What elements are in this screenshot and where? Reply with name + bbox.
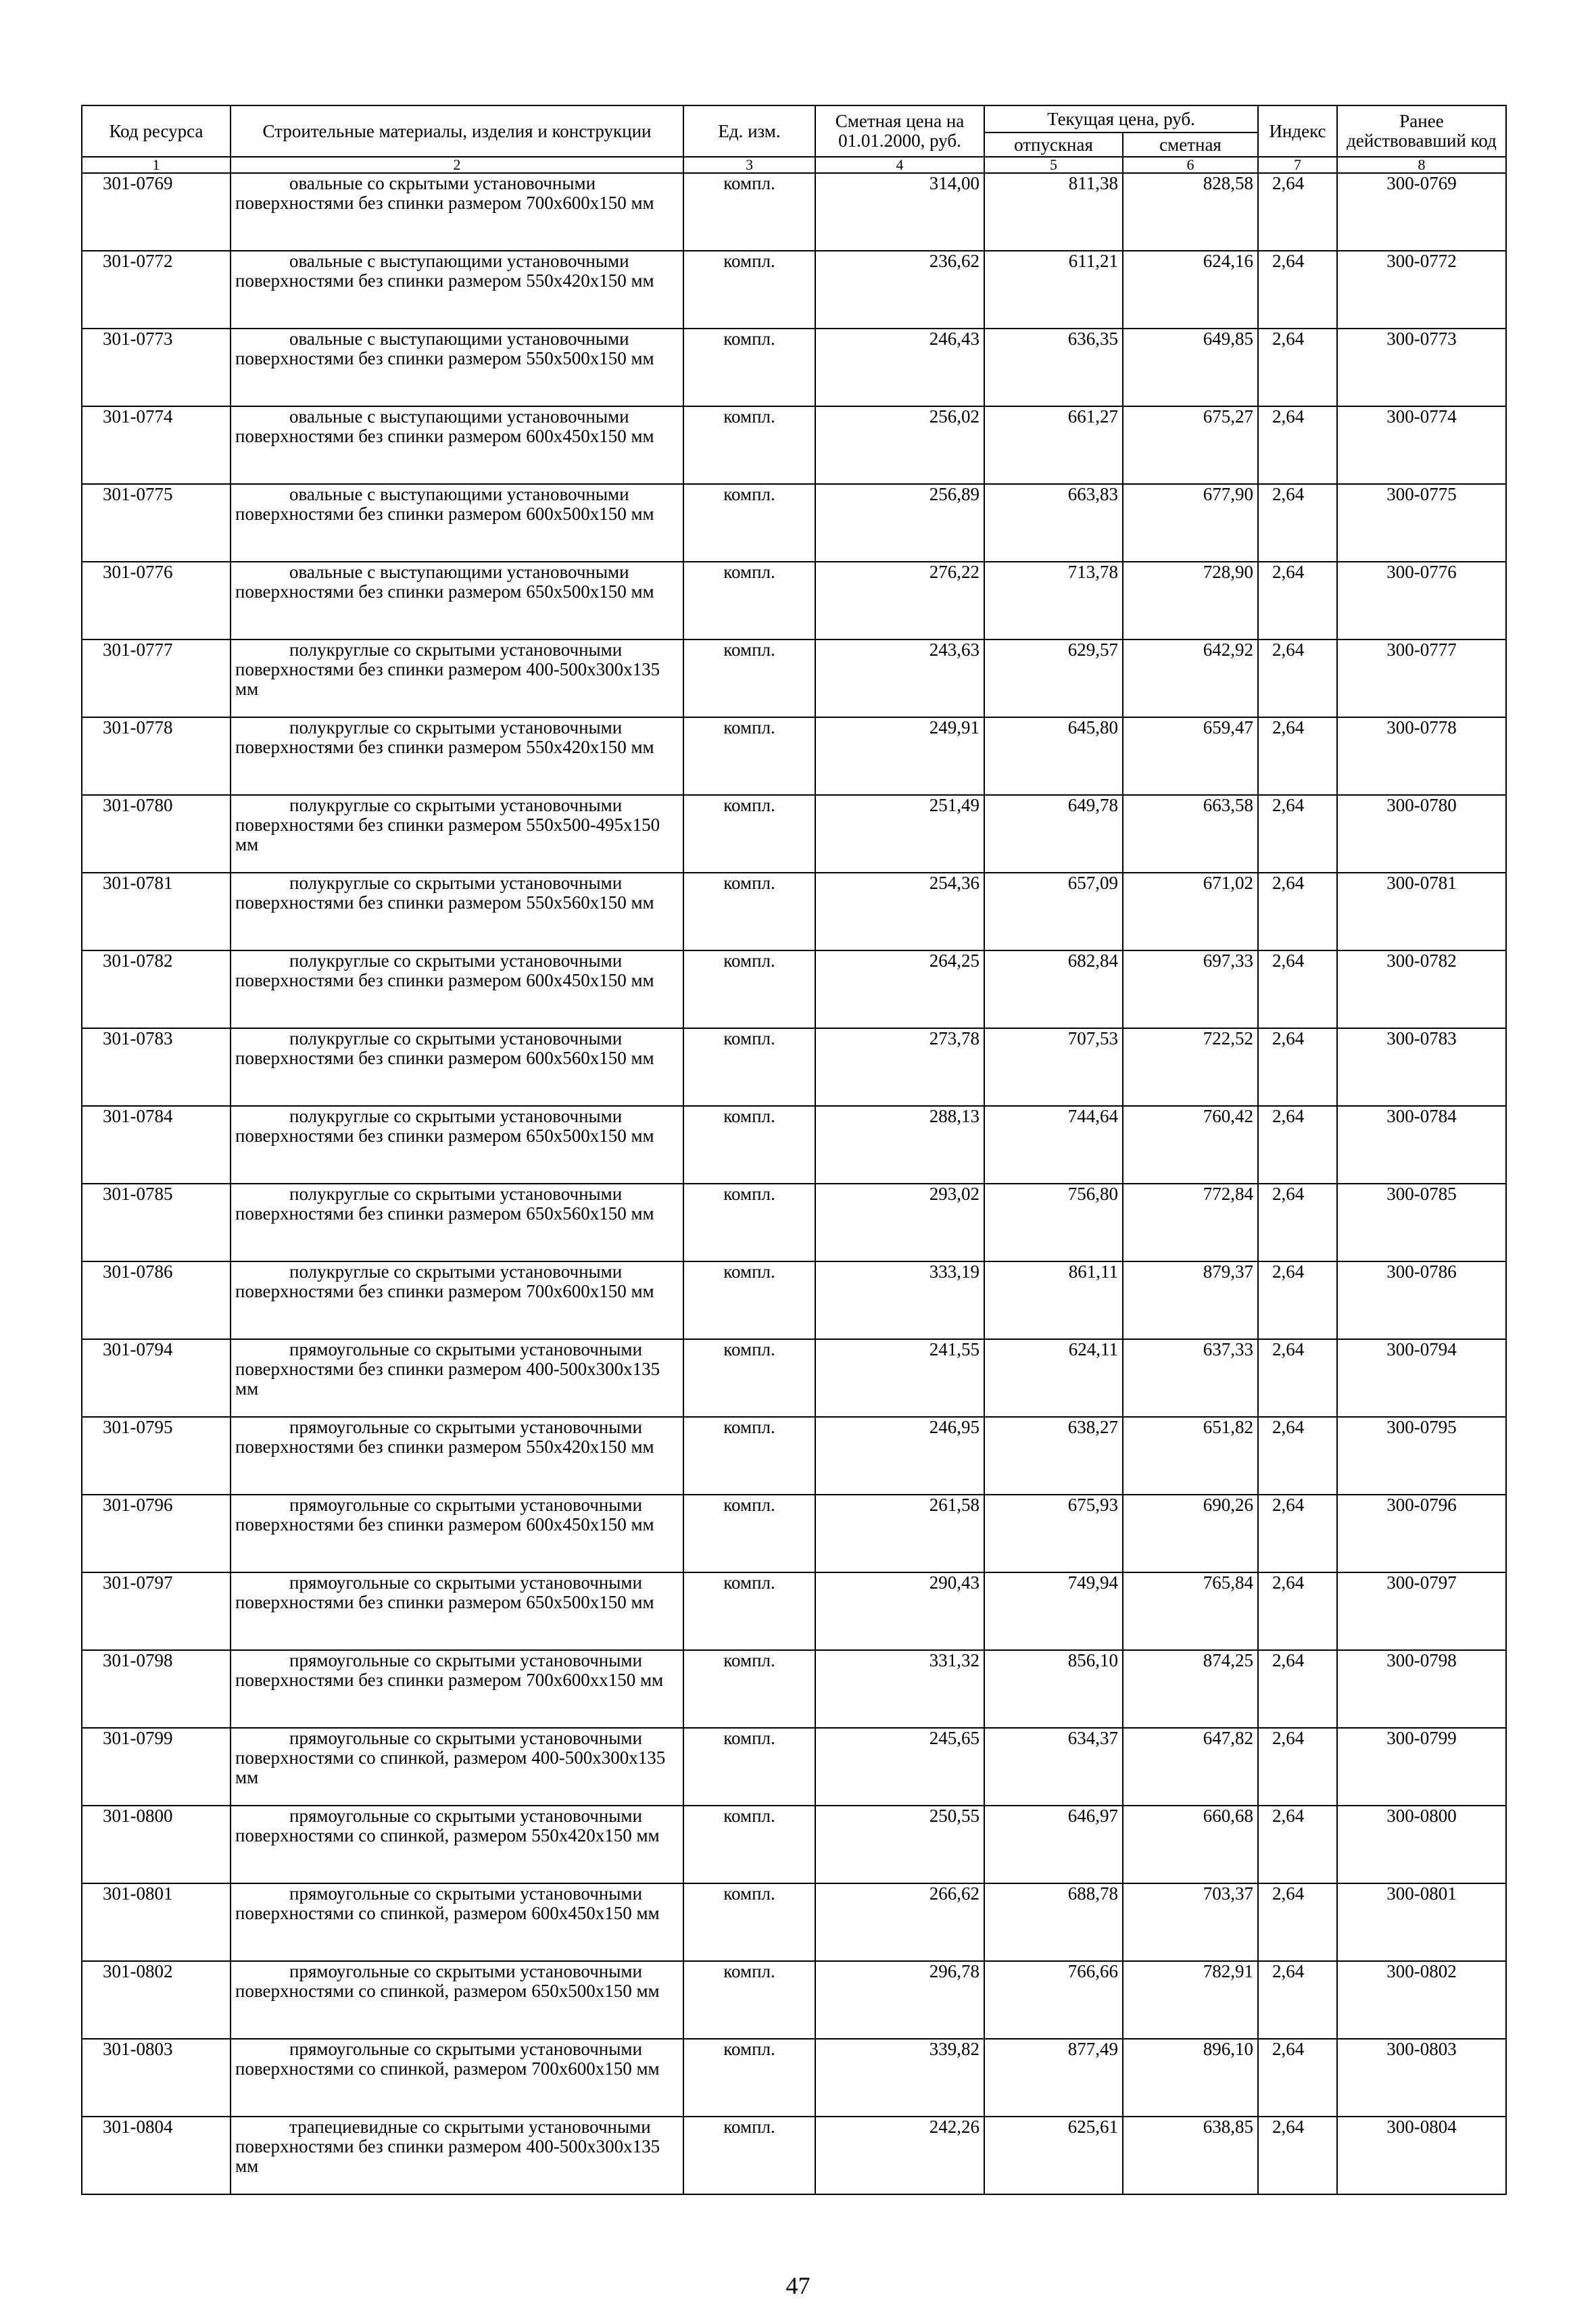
unit-cell: компл. bbox=[683, 1106, 815, 1184]
estimate-price-cell: 690,26 bbox=[1123, 1495, 1258, 1572]
release-price-cell: 756,80 bbox=[984, 1184, 1123, 1261]
release-price-cell: 657,09 bbox=[984, 873, 1123, 950]
table-row bbox=[82, 1961, 1506, 2039]
table-row bbox=[82, 1261, 1506, 1339]
previous-code-cell: 300-0781 bbox=[1337, 873, 1506, 950]
resource-code-cell: 301-0796 bbox=[82, 1495, 231, 1572]
table-row bbox=[82, 251, 1506, 329]
index-cell: 2,64 bbox=[1258, 950, 1337, 1028]
estimated-price-cell: 331,32 bbox=[815, 1650, 984, 1728]
table-header bbox=[82, 105, 1506, 173]
table-row bbox=[82, 795, 1506, 873]
release-price-cell: 611,21 bbox=[984, 251, 1123, 329]
unit-cell: компл. bbox=[683, 1417, 815, 1495]
estimated-price-cell: 249,91 bbox=[815, 717, 984, 795]
previous-code-cell: 300-0803 bbox=[1337, 2039, 1506, 2117]
estimated-price-cell: 245,65 bbox=[815, 1728, 984, 1806]
resource-code-cell: 301-0794 bbox=[82, 1339, 231, 1417]
table-row bbox=[82, 1339, 1506, 1417]
estimated-price-cell: 339,82 bbox=[815, 2039, 984, 2117]
previous-code-cell: 300-0796 bbox=[1337, 1495, 1506, 1572]
resource-code-cell: 301-0786 bbox=[82, 1261, 231, 1339]
unit-cell: компл. bbox=[683, 2039, 815, 2117]
unit-cell: компл. bbox=[683, 2117, 815, 2194]
estimate-price-cell: 879,37 bbox=[1123, 1261, 1258, 1339]
release-price-cell: 877,49 bbox=[984, 2039, 1123, 2117]
resource-code-cell: 301-0784 bbox=[82, 1106, 231, 1184]
resource-code-cell: 301-0780 bbox=[82, 795, 231, 873]
release-price-cell: 663,83 bbox=[984, 484, 1123, 562]
unit-cell: компл. bbox=[683, 1261, 815, 1339]
unit-cell: компл. bbox=[683, 562, 815, 640]
material-name-cell: полукруглые со скрытыми установочными поверхностями без спинки размером 650х560х150 мм bbox=[231, 1184, 683, 1261]
resource-code-cell: 301-0785 bbox=[82, 1184, 231, 1261]
index-cell: 2,64 bbox=[1258, 1572, 1337, 1650]
previous-code-cell: 300-0769 bbox=[1337, 173, 1506, 251]
index-cell: 2,64 bbox=[1258, 2039, 1337, 2117]
table-row bbox=[82, 484, 1506, 562]
release-price-cell: 688,78 bbox=[984, 1883, 1123, 1961]
estimated-price-cell: 242,26 bbox=[815, 2117, 984, 2194]
estimate-price-cell: 828,58 bbox=[1123, 173, 1258, 251]
price-table-sheet bbox=[81, 105, 1505, 2195]
column-number-row bbox=[82, 157, 1506, 173]
resource-code-cell: 301-0798 bbox=[82, 1650, 231, 1728]
material-name-cell: прямоугольные со скрытыми установочными поверхностями без спинки размером 600х450х150 мм bbox=[231, 1495, 683, 1572]
column-number: 2 bbox=[231, 157, 683, 173]
previous-code-cell: 300-0801 bbox=[1337, 1883, 1506, 1961]
unit-cell: компл. bbox=[683, 1650, 815, 1728]
header-unit: Ед. изм. bbox=[683, 105, 815, 157]
table-row bbox=[82, 1572, 1506, 1650]
header-estimate-price: сметная bbox=[1123, 132, 1258, 157]
material-name-cell: полукруглые со скрытыми установочными поверхностями без спинки размером 550х420х150 мм bbox=[231, 717, 683, 795]
release-price-cell: 661,27 bbox=[984, 406, 1123, 484]
table-row bbox=[82, 640, 1506, 717]
column-number: 4 bbox=[815, 157, 984, 173]
estimated-price-cell: 256,89 bbox=[815, 484, 984, 562]
release-price-cell: 811,38 bbox=[984, 173, 1123, 251]
table-row bbox=[82, 1028, 1506, 1106]
estimated-price-cell: 293,02 bbox=[815, 1184, 984, 1261]
unit-cell: компл. bbox=[683, 873, 815, 950]
estimate-price-cell: 782,91 bbox=[1123, 1961, 1258, 2039]
index-cell: 2,64 bbox=[1258, 795, 1337, 873]
estimate-price-cell: 703,37 bbox=[1123, 1883, 1258, 1961]
release-price-cell: 861,11 bbox=[984, 1261, 1123, 1339]
header-estimated-price: Сметная цена на 01.01.2000, руб. bbox=[815, 105, 984, 157]
table-row bbox=[82, 717, 1506, 795]
estimated-price-cell: 243,63 bbox=[815, 640, 984, 717]
estimate-price-cell: 765,84 bbox=[1123, 1572, 1258, 1650]
release-price-cell: 636,35 bbox=[984, 329, 1123, 406]
estimated-price-cell: 314,00 bbox=[815, 173, 984, 251]
estimate-price-cell: 677,90 bbox=[1123, 484, 1258, 562]
table-row bbox=[82, 562, 1506, 640]
index-cell: 2,64 bbox=[1258, 329, 1337, 406]
estimated-price-cell: 266,62 bbox=[815, 1883, 984, 1961]
estimate-price-cell: 722,52 bbox=[1123, 1028, 1258, 1106]
index-cell: 2,64 bbox=[1258, 1961, 1337, 2039]
column-number: 1 bbox=[82, 157, 231, 173]
estimate-price-cell: 697,33 bbox=[1123, 950, 1258, 1028]
estimated-price-cell: 254,36 bbox=[815, 873, 984, 950]
table-row bbox=[82, 2117, 1506, 2194]
previous-code-cell: 300-0775 bbox=[1337, 484, 1506, 562]
index-cell: 2,64 bbox=[1258, 1806, 1337, 1883]
page-number: 47 bbox=[785, 2272, 811, 2299]
estimated-price-cell: 264,25 bbox=[815, 950, 984, 1028]
material-name-cell: прямоугольные со скрытыми установочными поверхностями со спинкой, размером 600х450х150 мм bbox=[231, 1883, 683, 1961]
estimate-price-cell: 728,90 bbox=[1123, 562, 1258, 640]
index-cell: 2,64 bbox=[1258, 484, 1337, 562]
estimated-price-cell: 333,19 bbox=[815, 1261, 984, 1339]
header-release-price: отпускная bbox=[984, 132, 1123, 157]
resource-code-cell: 301-0772 bbox=[82, 251, 231, 329]
table-row bbox=[82, 329, 1506, 406]
table-body bbox=[82, 173, 1506, 2194]
index-cell: 2,64 bbox=[1258, 1417, 1337, 1495]
estimated-price-cell: 250,55 bbox=[815, 1806, 984, 1883]
material-name-cell: прямоугольные со скрытыми установочными поверхностями без спинки размером 550х420х150 мм bbox=[231, 1417, 683, 1495]
estimate-price-cell: 663,58 bbox=[1123, 795, 1258, 873]
previous-code-cell: 300-0782 bbox=[1337, 950, 1506, 1028]
unit-cell: компл. bbox=[683, 251, 815, 329]
previous-code-cell: 300-0802 bbox=[1337, 1961, 1506, 2039]
estimate-price-cell: 642,92 bbox=[1123, 640, 1258, 717]
material-name-cell: прямоугольные со скрытыми установочными поверхностями со спинкой, размером 700х600х150 мм bbox=[231, 2039, 683, 2117]
unit-cell: компл. bbox=[683, 1339, 815, 1417]
index-cell: 2,64 bbox=[1258, 873, 1337, 950]
index-cell: 2,64 bbox=[1258, 1184, 1337, 1261]
estimated-price-cell: 261,58 bbox=[815, 1495, 984, 1572]
previous-code-cell: 300-0804 bbox=[1337, 2117, 1506, 2194]
index-cell: 2,64 bbox=[1258, 1650, 1337, 1728]
release-price-cell: 624,11 bbox=[984, 1339, 1123, 1417]
material-name-cell: овальные с выступающими установочными поверхностями без спинки размером 650х500х150 мм bbox=[231, 562, 683, 640]
release-price-cell: 625,61 bbox=[984, 2117, 1123, 2194]
header-resource-code: Код ресурса bbox=[82, 105, 231, 157]
unit-cell: компл. bbox=[683, 484, 815, 562]
estimate-price-cell: 637,33 bbox=[1123, 1339, 1258, 1417]
estimated-price-cell: 256,02 bbox=[815, 406, 984, 484]
table-row bbox=[82, 1806, 1506, 1883]
previous-code-cell: 300-0776 bbox=[1337, 562, 1506, 640]
resource-code-cell: 301-0781 bbox=[82, 873, 231, 950]
material-name-cell: овальные со скрытыми установочными поверхностями без спинки размером 700х600х150 мм bbox=[231, 173, 683, 251]
table-row bbox=[82, 1728, 1506, 1806]
previous-code-cell: 300-0780 bbox=[1337, 795, 1506, 873]
index-cell: 2,64 bbox=[1258, 1883, 1337, 1961]
index-cell: 2,64 bbox=[1258, 1728, 1337, 1806]
release-price-cell: 649,78 bbox=[984, 795, 1123, 873]
table-row bbox=[82, 2039, 1506, 2117]
header-index: Индекс bbox=[1258, 105, 1337, 157]
price-table bbox=[81, 105, 1507, 2195]
estimated-price-cell: 276,22 bbox=[815, 562, 984, 640]
estimated-price-cell: 288,13 bbox=[815, 1106, 984, 1184]
table-row bbox=[82, 873, 1506, 950]
release-price-cell: 682,84 bbox=[984, 950, 1123, 1028]
material-name-cell: овальные с выступающими установочными поверхностями без спинки размером 550х500х150 мм bbox=[231, 329, 683, 406]
previous-code-cell: 300-0777 bbox=[1337, 640, 1506, 717]
estimate-price-cell: 660,68 bbox=[1123, 1806, 1258, 1883]
previous-code-cell: 300-0773 bbox=[1337, 329, 1506, 406]
estimate-price-cell: 647,82 bbox=[1123, 1728, 1258, 1806]
release-price-cell: 744,64 bbox=[984, 1106, 1123, 1184]
index-cell: 2,64 bbox=[1258, 640, 1337, 717]
index-cell: 2,64 bbox=[1258, 1495, 1337, 1572]
previous-code-cell: 300-0799 bbox=[1337, 1728, 1506, 1806]
material-name-cell: полукруглые со скрытыми установочными поверхностями без спинки размером 400-500х300х135 мм bbox=[231, 640, 683, 717]
table-row bbox=[82, 1883, 1506, 1961]
estimated-price-cell: 236,62 bbox=[815, 251, 984, 329]
index-cell: 2,64 bbox=[1258, 1028, 1337, 1106]
material-name-cell: полукруглые со скрытыми установочными поверхностями без спинки размером 600х450х150 мм bbox=[231, 950, 683, 1028]
estimate-price-cell: 671,02 bbox=[1123, 873, 1258, 950]
estimated-price-cell: 296,78 bbox=[815, 1961, 984, 2039]
resource-code-cell: 301-0775 bbox=[82, 484, 231, 562]
table-row bbox=[82, 1417, 1506, 1495]
release-price-cell: 856,10 bbox=[984, 1650, 1123, 1728]
material-name-cell: полукруглые со скрытыми установочными поверхностями без спинки размером 600х560х150 мм bbox=[231, 1028, 683, 1106]
unit-cell: компл. bbox=[683, 950, 815, 1028]
resource-code-cell: 301-0783 bbox=[82, 1028, 231, 1106]
unit-cell: компл. bbox=[683, 717, 815, 795]
material-name-cell: полукруглые со скрытыми установочными поверхностями без спинки размером 700х600х150 мм bbox=[231, 1261, 683, 1339]
material-name-cell: прямоугольные со скрытыми установочными поверхностями со спинкой, размером 650х500х150 мм bbox=[231, 1961, 683, 2039]
index-cell: 2,64 bbox=[1258, 1261, 1337, 1339]
resource-code-cell: 301-0776 bbox=[82, 562, 231, 640]
material-name-cell: полукруглые со скрытыми установочными поверхностями без спинки размером 550х500-495х150 мм bbox=[231, 795, 683, 873]
table-row bbox=[82, 173, 1506, 251]
estimated-price-cell: 246,43 bbox=[815, 329, 984, 406]
previous-code-cell: 300-0797 bbox=[1337, 1572, 1506, 1650]
estimate-price-cell: 651,82 bbox=[1123, 1417, 1258, 1495]
resource-code-cell: 301-0800 bbox=[82, 1806, 231, 1883]
unit-cell: компл. bbox=[683, 1961, 815, 2039]
estimated-price-cell: 241,55 bbox=[815, 1339, 984, 1417]
estimated-price-cell: 246,95 bbox=[815, 1417, 984, 1495]
header-current-price: Текущая цена, руб. bbox=[984, 105, 1258, 132]
index-cell: 2,64 bbox=[1258, 2117, 1337, 2194]
previous-code-cell: 300-0774 bbox=[1337, 406, 1506, 484]
table-row bbox=[82, 1106, 1506, 1184]
unit-cell: компл. bbox=[683, 329, 815, 406]
resource-code-cell: 301-0795 bbox=[82, 1417, 231, 1495]
estimate-price-cell: 638,85 bbox=[1123, 2117, 1258, 2194]
previous-code-cell: 300-0783 bbox=[1337, 1028, 1506, 1106]
resource-code-cell: 301-0777 bbox=[82, 640, 231, 717]
column-number: 6 bbox=[1123, 157, 1258, 173]
unit-cell: компл. bbox=[683, 406, 815, 484]
estimate-price-cell: 896,10 bbox=[1123, 2039, 1258, 2117]
resource-code-cell: 301-0797 bbox=[82, 1572, 231, 1650]
previous-code-cell: 300-0772 bbox=[1337, 251, 1506, 329]
column-number: 8 bbox=[1337, 157, 1506, 173]
column-number: 7 bbox=[1258, 157, 1337, 173]
previous-code-cell: 300-0800 bbox=[1337, 1806, 1506, 1883]
release-price-cell: 675,93 bbox=[984, 1495, 1123, 1572]
material-name-cell: прямоугольные со скрытыми установочными поверхностями без спинки размером 400-500х300х135 мм bbox=[231, 1339, 683, 1417]
index-cell: 2,64 bbox=[1258, 1339, 1337, 1417]
release-price-cell: 646,97 bbox=[984, 1806, 1123, 1883]
unit-cell: компл. bbox=[683, 1883, 815, 1961]
material-name-cell: прямоугольные со скрытыми установочными поверхностями со спинкой, размером 550х420х150 мм bbox=[231, 1806, 683, 1883]
material-name-cell: полукруглые со скрытыми установочными поверхностями без спинки размером 550х560х150 мм bbox=[231, 873, 683, 950]
estimated-price-cell: 290,43 bbox=[815, 1572, 984, 1650]
index-cell: 2,64 bbox=[1258, 562, 1337, 640]
release-price-cell: 629,57 bbox=[984, 640, 1123, 717]
estimate-price-cell: 649,85 bbox=[1123, 329, 1258, 406]
unit-cell: компл. bbox=[683, 1495, 815, 1572]
material-name-cell: овальные с выступающими установочными поверхностями без спинки размером 600х500х150 мм bbox=[231, 484, 683, 562]
release-price-cell: 713,78 bbox=[984, 562, 1123, 640]
unit-cell: компл. bbox=[683, 173, 815, 251]
material-name-cell: трапециевидные со скрытыми установочными поверхностями без спинки размером 400-500х300х135 мм bbox=[231, 2117, 683, 2194]
index-cell: 2,64 bbox=[1258, 173, 1337, 251]
table-row bbox=[82, 406, 1506, 484]
column-number: 3 bbox=[683, 157, 815, 173]
resource-code-cell: 301-0801 bbox=[82, 1883, 231, 1961]
resource-code-cell: 301-0778 bbox=[82, 717, 231, 795]
index-cell: 2,64 bbox=[1258, 1106, 1337, 1184]
previous-code-cell: 300-0795 bbox=[1337, 1417, 1506, 1495]
estimate-price-cell: 624,16 bbox=[1123, 251, 1258, 329]
release-price-cell: 638,27 bbox=[984, 1417, 1123, 1495]
index-cell: 2,64 bbox=[1258, 251, 1337, 329]
unit-cell: компл. bbox=[683, 640, 815, 717]
resource-code-cell: 301-0769 bbox=[82, 173, 231, 251]
column-number: 5 bbox=[984, 157, 1123, 173]
header-previous-code: Ранее действовавший код bbox=[1337, 105, 1506, 157]
index-cell: 2,64 bbox=[1258, 717, 1337, 795]
estimated-price-cell: 273,78 bbox=[815, 1028, 984, 1106]
table-row bbox=[82, 1495, 1506, 1572]
unit-cell: компл. bbox=[683, 1728, 815, 1806]
resource-code-cell: 301-0802 bbox=[82, 1961, 231, 2039]
index-cell: 2,64 bbox=[1258, 406, 1337, 484]
resource-code-cell: 301-0804 bbox=[82, 2117, 231, 2194]
previous-code-cell: 300-0784 bbox=[1337, 1106, 1506, 1184]
previous-code-cell: 300-0794 bbox=[1337, 1339, 1506, 1417]
unit-cell: компл. bbox=[683, 1572, 815, 1650]
release-price-cell: 645,80 bbox=[984, 717, 1123, 795]
material-name-cell: овальные с выступающими установочными поверхностями без спинки размером 600х450х150 мм bbox=[231, 406, 683, 484]
header-materials: Строительные материалы, изделия и конструкции bbox=[231, 105, 683, 157]
estimate-price-cell: 675,27 bbox=[1123, 406, 1258, 484]
resource-code-cell: 301-0773 bbox=[82, 329, 231, 406]
resource-code-cell: 301-0774 bbox=[82, 406, 231, 484]
estimate-price-cell: 874,25 bbox=[1123, 1650, 1258, 1728]
material-name-cell: овальные с выступающими установочными поверхностями без спинки размером 550х420х150 мм bbox=[231, 251, 683, 329]
estimated-price-cell: 251,49 bbox=[815, 795, 984, 873]
unit-cell: компл. bbox=[683, 1184, 815, 1261]
resource-code-cell: 301-0782 bbox=[82, 950, 231, 1028]
previous-code-cell: 300-0778 bbox=[1337, 717, 1506, 795]
unit-cell: компл. bbox=[683, 795, 815, 873]
table-row bbox=[82, 1650, 1506, 1728]
unit-cell: компл. bbox=[683, 1806, 815, 1883]
release-price-cell: 634,37 bbox=[984, 1728, 1123, 1806]
release-price-cell: 749,94 bbox=[984, 1572, 1123, 1650]
material-name-cell: прямоугольные со скрытыми установочными поверхностями без спинки размером 700х600хх150 мм bbox=[231, 1650, 683, 1728]
table-row bbox=[82, 950, 1506, 1028]
material-name-cell: прямоугольные со скрытыми установочными поверхностями со спинкой, размером 400-500х300х135 мм bbox=[231, 1728, 683, 1806]
release-price-cell: 707,53 bbox=[984, 1028, 1123, 1106]
material-name-cell: прямоугольные со скрытыми установочными поверхностями без спинки размером 650х500х150 мм bbox=[231, 1572, 683, 1650]
estimate-price-cell: 760,42 bbox=[1123, 1106, 1258, 1184]
release-price-cell: 766,66 bbox=[984, 1961, 1123, 2039]
previous-code-cell: 300-0785 bbox=[1337, 1184, 1506, 1261]
unit-cell: компл. bbox=[683, 1028, 815, 1106]
material-name-cell: полукруглые со скрытыми установочными поверхностями без спинки размером 650х500х150 мм bbox=[231, 1106, 683, 1184]
estimate-price-cell: 659,47 bbox=[1123, 717, 1258, 795]
resource-code-cell: 301-0803 bbox=[82, 2039, 231, 2117]
previous-code-cell: 300-0786 bbox=[1337, 1261, 1506, 1339]
previous-code-cell: 300-0798 bbox=[1337, 1650, 1506, 1728]
resource-code-cell: 301-0799 bbox=[82, 1728, 231, 1806]
table-row bbox=[82, 1184, 1506, 1261]
estimate-price-cell: 772,84 bbox=[1123, 1184, 1258, 1261]
